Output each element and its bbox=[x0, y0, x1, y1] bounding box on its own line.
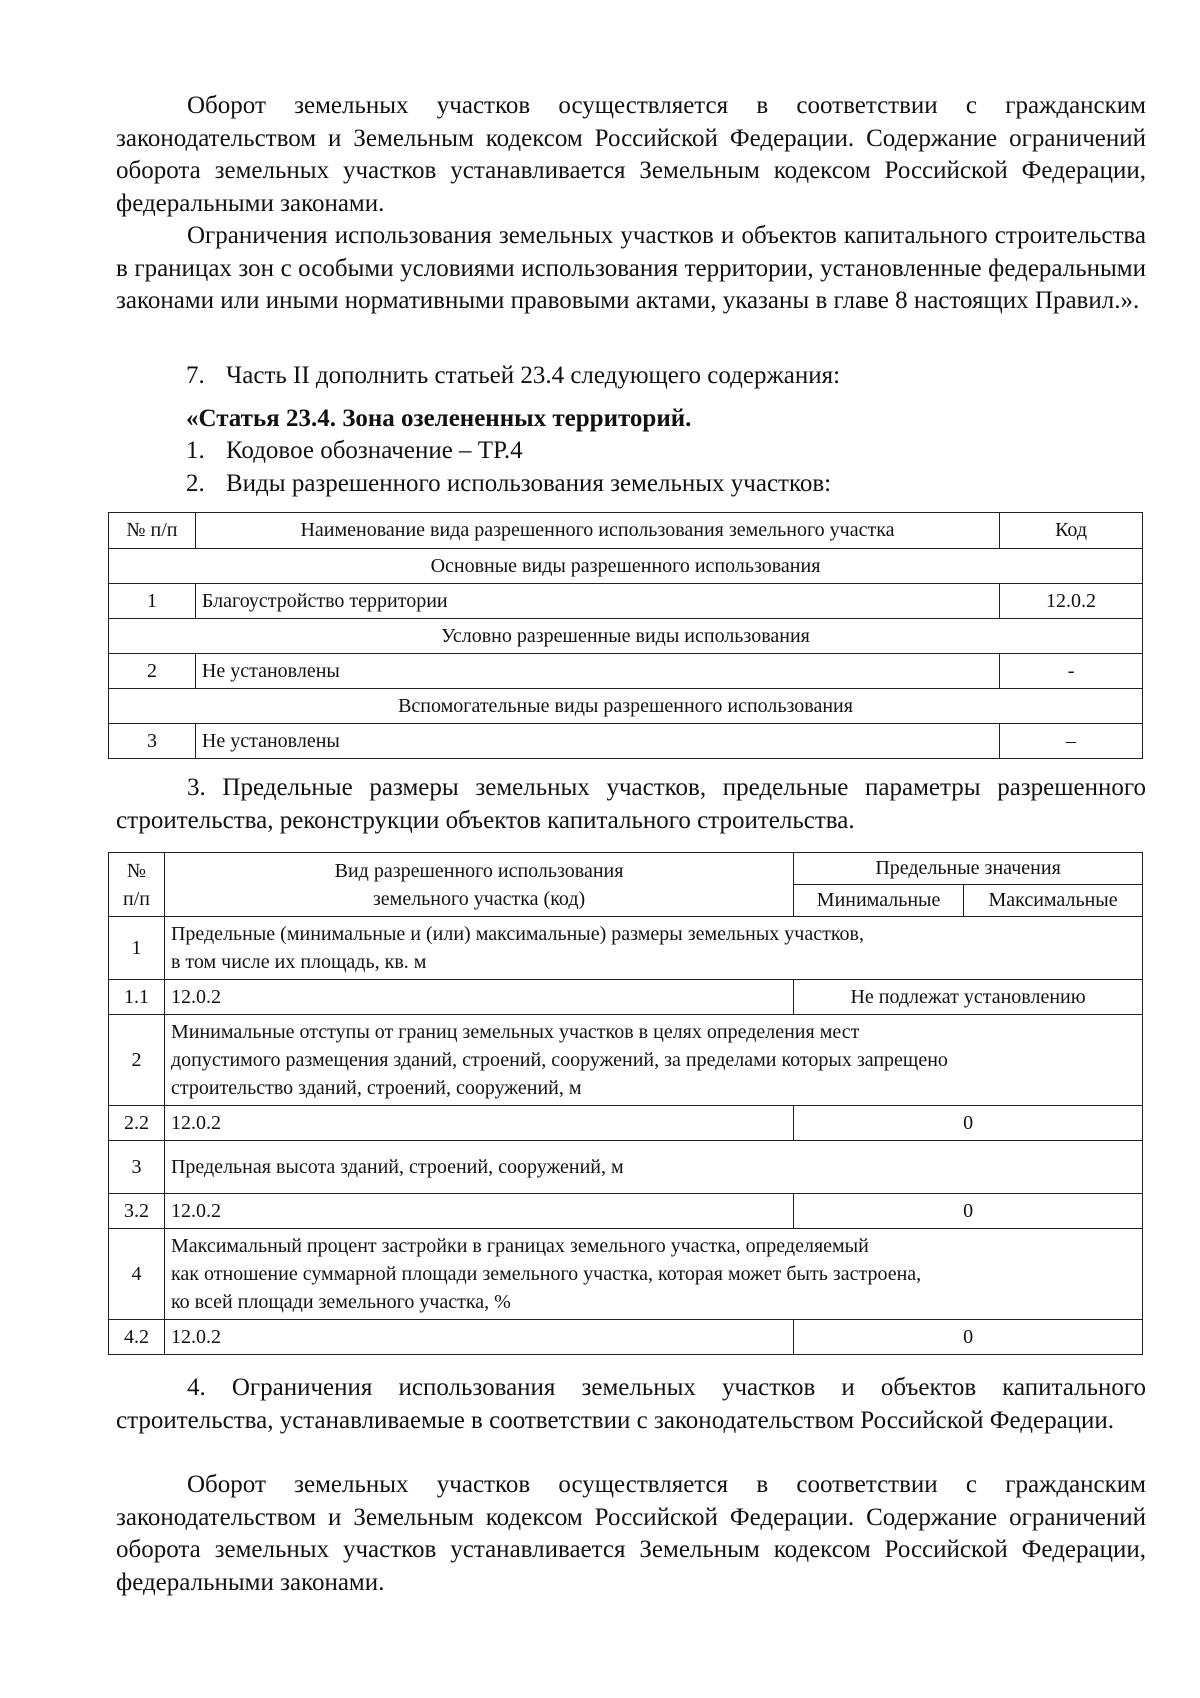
header-num: № п/п bbox=[109, 513, 196, 549]
paragraph-restrictions: Ограничения использования земельных участков и объектов капитального строительства в границах зон с особыми условиями использования территории, установленные федеральными законами или иными нормативными правовыми актами, указаны в главе 8 настоящих Правил.». bbox=[116, 222, 1146, 314]
table-row bbox=[109, 1320, 1143, 1355]
item-4: 4. Ограничения использования земельных участков и объектов капитального строительства, устанавливаемые в соответствии с законодательством Российской Федерации. bbox=[116, 1374, 1146, 1434]
row-num: 3 bbox=[109, 1141, 165, 1194]
row-value: Не подлежат установлению bbox=[794, 980, 1143, 1015]
row-code: 12.0.2 bbox=[1000, 584, 1143, 619]
permitted-use-table bbox=[108, 512, 1143, 759]
row-name: Благоустройство территории bbox=[195, 584, 999, 619]
row-num: 4.2 bbox=[109, 1320, 165, 1355]
table-row bbox=[109, 980, 1143, 1015]
section-row bbox=[109, 619, 1143, 654]
row-code: 12.0.2 bbox=[164, 1106, 793, 1141]
row-num: 1.1 bbox=[109, 980, 165, 1015]
row-text: Предельная высота зданий, строений, сооружений, м bbox=[164, 1141, 1142, 1194]
item-7 bbox=[186, 360, 840, 392]
table-row bbox=[109, 917, 1143, 980]
table-row bbox=[109, 724, 1143, 759]
item-7-number: 7. bbox=[186, 362, 205, 389]
row-num: 3.2 bbox=[109, 1194, 165, 1229]
row-value: 0 bbox=[794, 1194, 1143, 1229]
row-text: Минимальные отступы от границ земельных участков в целях определения мест допустимого размещения зданий, строений, сооружений, за пределами которых запрещено строительство зданий, строений, сооружений, м bbox=[164, 1015, 1142, 1106]
header-num: № п/п bbox=[109, 853, 165, 917]
table-row bbox=[109, 1015, 1143, 1106]
header-name: Наименование вида разрешенного использования земельного участка bbox=[195, 513, 999, 549]
row-text: Предельные (минимальные и (или) максимальные) размеры земельных участков, в том числе их площадь, кв. м bbox=[164, 917, 1142, 980]
table-header-row bbox=[109, 513, 1143, 549]
row-value: 0 bbox=[794, 1106, 1143, 1141]
item-1-text: Кодовое обозначение – ТР.4 bbox=[226, 437, 523, 464]
table-row bbox=[109, 1194, 1143, 1229]
row-name: Не установлены bbox=[195, 724, 999, 759]
table-row bbox=[109, 1229, 1143, 1320]
paragraph-turnover: Оборот земельных участков осуществляется в соответствии с гражданским законодательством и Земельным кодексом Российской Федерации. Содержание ограничений оборота земельных участков устанавливается Земельным кодексом Российской Федерации, федеральными законами. bbox=[116, 92, 1146, 217]
item-2-number: 2. bbox=[186, 470, 205, 497]
row-num: 3 bbox=[109, 724, 196, 759]
table-header-row bbox=[109, 853, 1143, 885]
table-row bbox=[109, 584, 1143, 619]
row-code: - bbox=[1000, 654, 1143, 689]
item-7-text: Часть II дополнить статьей 23.4 следующего содержания: bbox=[226, 362, 841, 389]
paragraph-turnover-repeat: Оборот земельных участков осуществляется в соответствии с гражданским законодательством и Земельным кодексом Российской Федерации. Содержание ограничений оборота земельных участков устанавливается Земельным кодексом Российской Федерации, федеральными законами. bbox=[116, 1471, 1146, 1596]
item-2 bbox=[186, 468, 831, 500]
row-name: Не установлены bbox=[195, 654, 999, 689]
item-3: 3. Предельные размеры земельных участков, предельные параметры разрешенного строительства, реконструкции объектов капитального строительства. bbox=[116, 774, 1146, 834]
section-title-main: Основные виды разрешенного использования bbox=[109, 549, 1143, 584]
row-code: – bbox=[1000, 724, 1143, 759]
item-2-text: Виды разрешенного использования земельных участков: bbox=[226, 470, 832, 497]
row-num: 2.2 bbox=[109, 1106, 165, 1141]
header-limits: Предельные значения bbox=[794, 853, 1143, 885]
row-num: 2 bbox=[109, 1015, 165, 1106]
row-num: 1 bbox=[109, 584, 196, 619]
table-row bbox=[109, 1141, 1143, 1194]
row-text: Максимальный процент застройки в границах земельного участка, определяемый как отношение суммарной площади земельного участка, которая может быть застроена, ко всей площади земельного участка, % bbox=[164, 1229, 1142, 1320]
row-code: 12.0.2 bbox=[164, 1320, 793, 1355]
header-max: Максимальные bbox=[964, 885, 1143, 917]
header-kind: Вид разрешенного использования земельного участка (код) bbox=[164, 853, 793, 917]
row-num: 2 bbox=[109, 654, 196, 689]
row-num: 4 bbox=[109, 1229, 165, 1320]
header-code: Код bbox=[1000, 513, 1143, 549]
row-code: 12.0.2 bbox=[164, 1194, 793, 1229]
item-1-number: 1. bbox=[186, 437, 205, 464]
table-row bbox=[109, 654, 1143, 689]
section-row bbox=[109, 549, 1143, 584]
table-row bbox=[109, 1106, 1143, 1141]
row-code: 12.0.2 bbox=[164, 980, 793, 1015]
limits-table bbox=[108, 852, 1143, 1355]
section-title-conditional: Условно разрешенные виды использования bbox=[109, 619, 1143, 654]
article-title: «Статья 23.4. Зона озелененных территорий. bbox=[186, 405, 692, 432]
item-1 bbox=[186, 435, 523, 467]
header-min: Минимальные bbox=[794, 885, 964, 917]
row-value: 0 bbox=[794, 1320, 1143, 1355]
section-row bbox=[109, 689, 1143, 724]
row-num: 1 bbox=[109, 917, 165, 980]
section-title-auxiliary: Вспомогательные виды разрешенного использования bbox=[109, 689, 1143, 724]
